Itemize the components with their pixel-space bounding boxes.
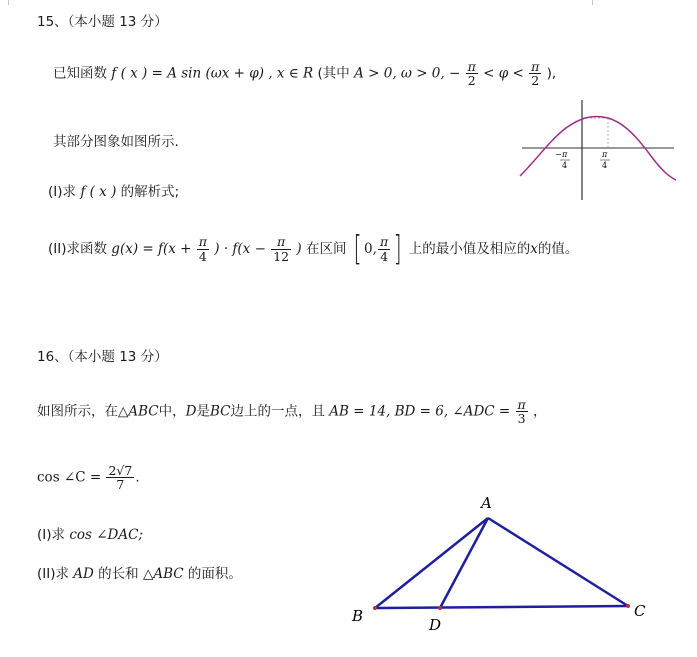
fraction-pi-over-4: $\frac{\pi}{4}$ [198,234,207,264]
p16-ad: AD [73,566,94,582]
problem15-part2 [48,229,579,269]
label-b: B [352,607,364,625]
problem15-function: f ( x ) = A sin (ωx + φ) , x ∈ R [111,65,314,82]
fraction-2sqrt7-over-7: $\frac{2√7}{7}$ [108,463,133,493]
p16-part2-mid: 的长和 [98,566,139,582]
p16-part1-label: (I)求 [37,527,66,543]
part2-label: (II)求函数 [48,241,107,257]
problem16-cos [37,464,140,491]
p16-comma: ， [533,403,547,420]
tick-neg-sign: − [555,150,562,159]
fraction-pi-over-12: $\frac{\pi}{12}$ [273,234,290,264]
problem15-part1 [48,180,179,200]
p16-triangle: △ABC [118,403,159,420]
part2-mid: ) · f(x − [214,241,266,257]
segment-ad [440,518,488,608]
p16-intro-mid2: 是 [196,403,210,420]
part2-suffix: 上的最小值及相应的 [408,241,531,257]
p16-part2-tri: △ABC [142,566,184,582]
tick-neg-pi: π [562,150,568,159]
fraction-pi-over-2-b: $\frac{\pi}{2}$ [531,59,540,89]
fraction-pi-over-2-a: $\frac{\pi}{2}$ [467,59,476,89]
problem16-part2 [37,562,242,582]
fraction-interval-pi-over-4: $\frac{\pi}{4}$ [379,234,389,264]
corner-mark-left [8,0,9,5]
interval-zero: 0, [364,241,377,257]
tick-neg-four: 4 [562,161,568,170]
label-d: D [429,616,442,634]
part1-label: (I)求 [48,184,77,200]
p16-part1-expr: cos ∠DAC; [69,527,143,543]
problem15-intro: 已知函数 [53,65,107,82]
p16-lengths: AB = 14, BD = 6, ∠ADC = [329,403,511,420]
p16-part2-suffix: 的面积。 [187,566,242,582]
part2-interval-text: 在区间 [305,241,347,257]
problem15-header: 15、（本小题 13 分） [37,14,168,30]
p16-cos-prefix: cos ∠C = [37,469,102,486]
problem16-statement [37,398,547,425]
tick-pos-four: 4 [602,161,608,170]
problem15-cond-suffix: ), [546,65,557,82]
problem16-part1 [37,523,143,543]
part2-g-expr: g(x) = f(x + [111,241,192,257]
p16-intro-mid: 中， [158,403,186,420]
p16-part2-label: (II)求 [37,566,69,582]
segment-ac [488,518,628,606]
sine-graph [518,100,678,200]
part2-x-var: x [530,241,538,257]
problem15-cond-expr: A > 0, ω > 0, − [354,65,461,82]
part2-end: 的值。 [537,241,579,257]
fraction-pi-over-3: $\frac{\pi}{3}$ [517,397,526,427]
point-b [373,606,377,610]
right-bracket: ] [393,229,402,269]
triangle-figure [340,490,660,640]
p16-intro-mid3: 边上的一点，且 [230,403,325,420]
corner-mark-right [592,0,593,5]
p16-intro: 如图所示，在 [37,403,118,420]
problem15-statement [53,60,556,87]
point-d [438,606,442,610]
problem15-lt-phi-lt: < φ < [483,65,529,82]
label-a: A [481,494,492,512]
p16-d: D [185,403,197,420]
tick-pos-pi: π [602,150,608,159]
p16-bc: BC [209,403,231,420]
point-c [626,604,630,608]
part1-func: f ( x ) [80,184,117,200]
label-c: C [634,602,646,620]
problem15-cond-prefix: (其中 [317,65,350,82]
part1-suffix: 的解析式; [120,184,180,200]
segment-bc [375,606,628,608]
segment-ab [375,518,488,608]
problem15-figure-text: 其部分图象如图所示. [53,134,179,150]
p16-period: . [135,469,140,486]
left-bracket: [ [353,229,362,269]
problem16-header: 16、（本小题 13 分） [37,349,168,365]
part2-close: ) [296,241,302,257]
